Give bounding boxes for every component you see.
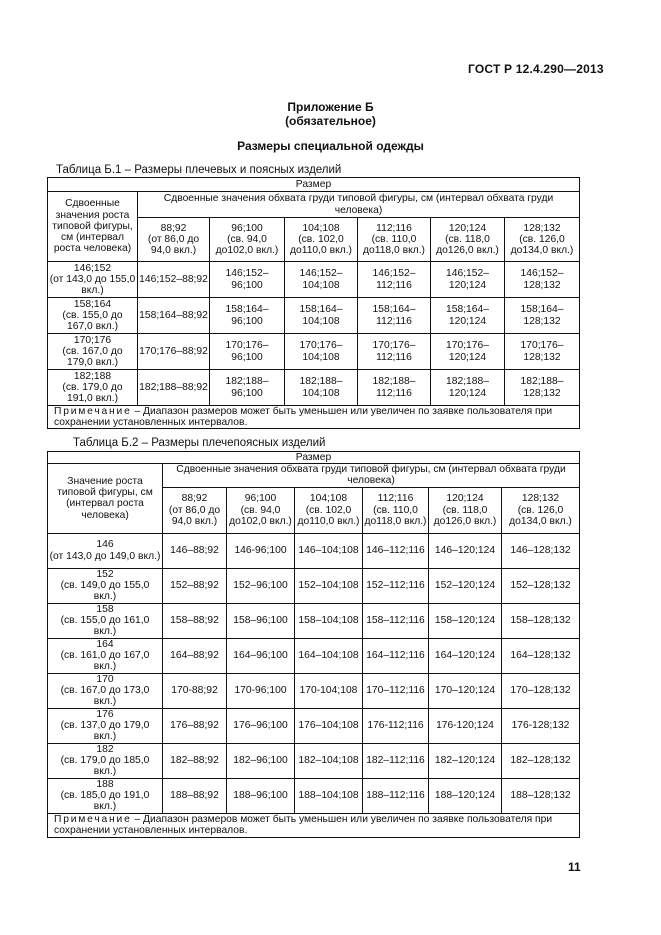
table2-cell: 164–112;116 — [363, 638, 429, 673]
table2-column-header — [429, 487, 502, 533]
table2-cell: 152–120;124 — [429, 568, 502, 603]
table2-cell: 158–104;108 — [295, 603, 363, 638]
table2-row-height-value: 152 — [96, 568, 114, 580]
table2-column-header — [163, 487, 227, 533]
table1-row — [48, 262, 580, 298]
table2-column-header — [295, 487, 363, 533]
table1 — [47, 177, 580, 429]
table2-cell: 170-96;100 — [227, 673, 295, 708]
table2-column-range: (св. 126,0 до134,0 вкл.) — [509, 504, 572, 527]
table2-row-height-value: 146 — [96, 539, 114, 551]
table2-caption: Таблица Б.2 – Размеры плечепоясных изделий — [73, 437, 326, 449]
table2-cell: 164–88;92 — [163, 638, 227, 673]
table2-cell: 182–120;124 — [429, 743, 502, 778]
table1-row-height-value: 170;176 — [73, 334, 112, 346]
table2-cell: 146–120;124 — [429, 533, 502, 568]
table2-cell: 176-120;124 — [429, 708, 502, 743]
table1-row — [48, 370, 580, 406]
table2-note-label: Примечание — [54, 813, 132, 825]
table2-cell: 146–128;132 — [502, 533, 580, 568]
table2-cell: 146–112;116 — [363, 533, 429, 568]
table2-cell: 176–88;92 — [163, 708, 227, 743]
table1-column-header — [505, 218, 580, 262]
table2-cell: 170–128;132 — [502, 673, 580, 708]
table2-note — [48, 813, 580, 837]
table2-row-height-value: 170 — [96, 673, 114, 685]
table2-cell: 152–96;100 — [227, 568, 295, 603]
table1-cell: 182;188–120;124 — [431, 370, 505, 406]
table2-cell: 188–120;124 — [429, 778, 502, 813]
table2 — [47, 451, 580, 838]
table1-cell: 170;176–88;92 — [138, 334, 210, 370]
table1-cell: 182;188–96;100 — [210, 370, 285, 406]
table1-row-height-value: 182;188 — [73, 370, 112, 382]
table1-cell: 146;152–104;108 — [285, 262, 358, 298]
table1-cell: 170;176–120;124 — [431, 334, 505, 370]
table2-cell: 188–128;132 — [502, 778, 580, 813]
table2-row — [48, 743, 580, 778]
table1-cell: 146;152–88;92 — [138, 262, 210, 298]
table2-row-height-range: (св. 149,0 до 155,0 вкл.) — [60, 580, 150, 603]
document-code: ГОСТ Р 12.4.290—2013 — [468, 62, 604, 76]
table2-column-range: (св. 94,0 до102,0 вкл.) — [229, 504, 292, 527]
table2-cell: 182–128;132 — [502, 743, 580, 778]
table1-column-range: (св. 126,0 до134,0 вкл.) — [510, 233, 574, 257]
table2-cell: 170–112;116 — [363, 673, 429, 708]
table1-chest-header: Сдвоенные значения обхвата груди типовой фигуры, см (интервал обхвата груди человека) — [138, 192, 580, 218]
table2-row — [48, 638, 580, 673]
table1-cell: 158;164–88;92 — [138, 298, 210, 334]
table2-column-range: (св. 118,0 до126,0 вкл.) — [433, 504, 497, 527]
table1-column-main: 120;124 — [448, 222, 487, 234]
table1-column-main: 88;92 — [160, 222, 187, 234]
appendix-title: Приложение Б — [287, 100, 374, 114]
table1-column-range: (св. 110,0 до118,0 вкл.) — [363, 233, 425, 257]
table2-cell: 182–104;108 — [295, 743, 363, 778]
table1-column-range: (св. 102,0 до110,0 вкл.) — [290, 233, 352, 257]
table1-row-height — [48, 334, 138, 370]
table2-cell: 146–104;108 — [295, 533, 363, 568]
table1-row-height-range: (св. 167,0 до 179,0 вкл.) — [62, 345, 123, 369]
table2-cell: 164–120;124 — [429, 638, 502, 673]
table1-column-main: 128;132 — [523, 222, 561, 234]
table2-column-range: (от 86,0 до 94,0 вкл.) — [168, 504, 221, 527]
table2-cell: 152–128;132 — [502, 568, 580, 603]
table1-note-label: Примечание — [54, 406, 132, 417]
table2-cell: 188–104;108 — [295, 778, 363, 813]
table1-cell: 170;176–96;100 — [210, 334, 285, 370]
table1-cell: 158;164–112;116 — [358, 298, 431, 334]
table2-row — [48, 673, 580, 708]
table2-cell: 158–96;100 — [227, 603, 295, 638]
table1-size-header: Размер — [48, 178, 580, 192]
table1-row-height-range: (св. 155,0 до 167,0 вкл.) — [62, 309, 123, 333]
table2-column-main: 104;108 — [309, 493, 348, 505]
table2-row-height — [48, 533, 163, 568]
table1-row-height-value: 146;152 — [73, 262, 112, 274]
table2-row-height — [48, 568, 163, 603]
table1-cell: 158;164–120;124 — [431, 298, 505, 334]
table1-row-height — [48, 370, 138, 406]
section-title: Размеры специальной одежды — [237, 139, 424, 153]
table1-height-header: Сдвоенные значения роста типовой фигуры, см (интервал роста человека) — [48, 192, 138, 262]
table1-cell: 182;188–88;92 — [138, 370, 210, 406]
table2-row-height — [48, 603, 163, 638]
table1-cell: 182;188–112;116 — [358, 370, 431, 406]
table2-cell: 188–112;116 — [363, 778, 429, 813]
table1-row-height-range: (св. 179,0 до 191,0 вкл.) — [62, 381, 123, 405]
table2-row-height-range: (св. 155,0 до 161,0 вкл.) — [60, 615, 150, 638]
table2-cell: 158–112;116 — [363, 603, 429, 638]
table2-cell: 152–88;92 — [163, 568, 227, 603]
table2-cell: 146–88;92 — [163, 533, 227, 568]
table1-column-main: 112;116 — [376, 222, 412, 234]
table2-cell: 152–112;116 — [363, 568, 429, 603]
table2-row-height-value: 158 — [96, 603, 114, 615]
table2-size-header: Размер — [48, 452, 580, 464]
table2-cell: 164–128;132 — [502, 638, 580, 673]
table1-cell: 182;188–104;108 — [285, 370, 358, 406]
table2-height-header: Значение роста типовой фигуры, см (интервал роста человека) — [48, 464, 163, 533]
table2-row-height-range: (св. 161,0 до 167,0 вкл.) — [60, 650, 150, 673]
table2-cell: 170-104;108 — [295, 673, 363, 708]
appendix-subtitle: (обязательное) — [285, 114, 376, 128]
table1-cell: 170;176–104;108 — [285, 334, 358, 370]
table1-column-header — [358, 218, 431, 262]
table2-row-height-range: (св. 179,0 до 185,0 вкл.) — [60, 755, 150, 778]
table2-row-height — [48, 673, 163, 708]
table2-row — [48, 568, 580, 603]
table1-cell: 146;152–112;116 — [358, 262, 431, 298]
table1-cell: 170;176–128;132 — [505, 334, 580, 370]
table2-cell: 170-88;92 — [163, 673, 227, 708]
table2-column-main: 96;100 — [244, 493, 277, 505]
table2-column-header — [227, 487, 295, 533]
table1-cell: 170;176–112;116 — [358, 334, 431, 370]
table2-row-height — [48, 708, 163, 743]
table2-row — [48, 708, 580, 743]
table1-column-main: 104;108 — [302, 222, 340, 234]
table2-cell: 164–96;100 — [227, 638, 295, 673]
table2-cell: 182–112;116 — [363, 743, 429, 778]
table2-row-height-range: (св. 167,0 до 173,0 вкл.) — [60, 685, 150, 708]
table1-column-range: (св. 94,0 до102,0 вкл.) — [215, 233, 279, 257]
table1-column-header — [431, 218, 505, 262]
table2-row-height-range: (св. 137,0 до 179,0 вкл.) — [60, 720, 150, 743]
table2-cell: 176–104;108 — [295, 708, 363, 743]
table2-cell: 158–128;132 — [502, 603, 580, 638]
table2-cell: 188–96;100 — [227, 778, 295, 813]
table2-row-height-value: 182 — [96, 743, 114, 755]
page-number: 11 — [568, 860, 581, 874]
table2-row — [48, 778, 580, 813]
table2-note-text: – Диапазон размеров может быть уменьшен или увеличен по заявке пользователя при сохранении установленных интервалов. — [54, 813, 553, 837]
table2-row-height — [48, 743, 163, 778]
table1-row-height-value: 158;164 — [73, 298, 112, 310]
table2-column-range: (св. 110,0 до118,0 вкл.) — [364, 504, 427, 527]
table2-cell: 182–96;100 — [227, 743, 295, 778]
table2-column-main: 88;92 — [181, 493, 208, 505]
table2-cell: 158–88;92 — [163, 603, 227, 638]
table2-cell: 152–104;108 — [295, 568, 363, 603]
table1-caption: Таблица Б.1 – Размеры плечевых и поясных изделий — [56, 164, 342, 176]
table2-row-height-value: 164 — [96, 638, 114, 650]
table1-column-header — [138, 218, 210, 262]
table2-cell: 146-96;100 — [227, 533, 295, 568]
table2-cell: 188–88;92 — [163, 778, 227, 813]
table2-row-height-range: (св. 185,0 до 191,0 вкл.) — [60, 790, 150, 813]
table2-cell: 182–88;92 — [163, 743, 227, 778]
table1-row — [48, 334, 580, 370]
table1-column-range: (от 86,0 до 94,0 вкл.) — [147, 233, 200, 257]
appendix-heading — [0, 100, 661, 128]
table2-cell: 164–104;108 — [295, 638, 363, 673]
table1-row-height — [48, 298, 138, 334]
table1-row-height — [48, 262, 138, 298]
table1-cell: 146;152–120;124 — [431, 262, 505, 298]
table2-row — [48, 533, 580, 568]
table2-cell: 170–120;124 — [429, 673, 502, 708]
table2-column-main: 120;124 — [446, 493, 484, 505]
table1-column-main: 96;100 — [231, 222, 263, 234]
table1-cell: 146;152–96;100 — [210, 262, 285, 298]
table1-cell: 182;188–128;132 — [505, 370, 580, 406]
table1-cell: 158;164–104;108 — [285, 298, 358, 334]
table1-column-header — [285, 218, 358, 262]
table1-note — [48, 406, 580, 429]
table2-column-header — [363, 487, 429, 533]
table1-row-height-range: (от 143,0 до 155,0 вкл.) — [49, 273, 136, 297]
table2-cell: 176-112;116 — [363, 708, 429, 743]
table2-column-main: 128;132 — [521, 493, 560, 505]
table2-row-height-range: (от 143,0 до 149,0 вкл.) — [49, 550, 161, 562]
table2-row-height — [48, 778, 163, 813]
table1-cell: 158;164–96;100 — [210, 298, 285, 334]
table1-row — [48, 298, 580, 334]
table2-column-main: 112;116 — [377, 493, 414, 505]
table2-row-height-value: 176 — [96, 708, 114, 720]
table1-cell: 146;152–128;132 — [505, 262, 580, 298]
table1-column-header — [210, 218, 285, 262]
table1-column-range: (св. 118,0 до126,0 вкл.) — [436, 233, 499, 257]
table1-cell: 158;164–128;132 — [505, 298, 580, 334]
table2-column-range: (св. 102,0 до110,0 вкл.) — [297, 504, 360, 527]
table1-note-text: – Диапазон размеров может быть уменьшен или увеличен по заявке пользователя при сохранении установленных интервалов. — [54, 406, 553, 429]
table2-cell: 158–120;124 — [429, 603, 502, 638]
table2-row-height-value: 188 — [96, 778, 114, 790]
table2-chest-header: Сдвоенные значения обхвата груди типовой фигуры, см (интервал обхвата груди человека) — [163, 464, 580, 487]
table2-cell: 176–96;100 — [227, 708, 295, 743]
table2-row — [48, 603, 580, 638]
table2-cell: 176-128;132 — [502, 708, 580, 743]
table2-column-header — [502, 487, 580, 533]
table2-row-height — [48, 638, 163, 673]
